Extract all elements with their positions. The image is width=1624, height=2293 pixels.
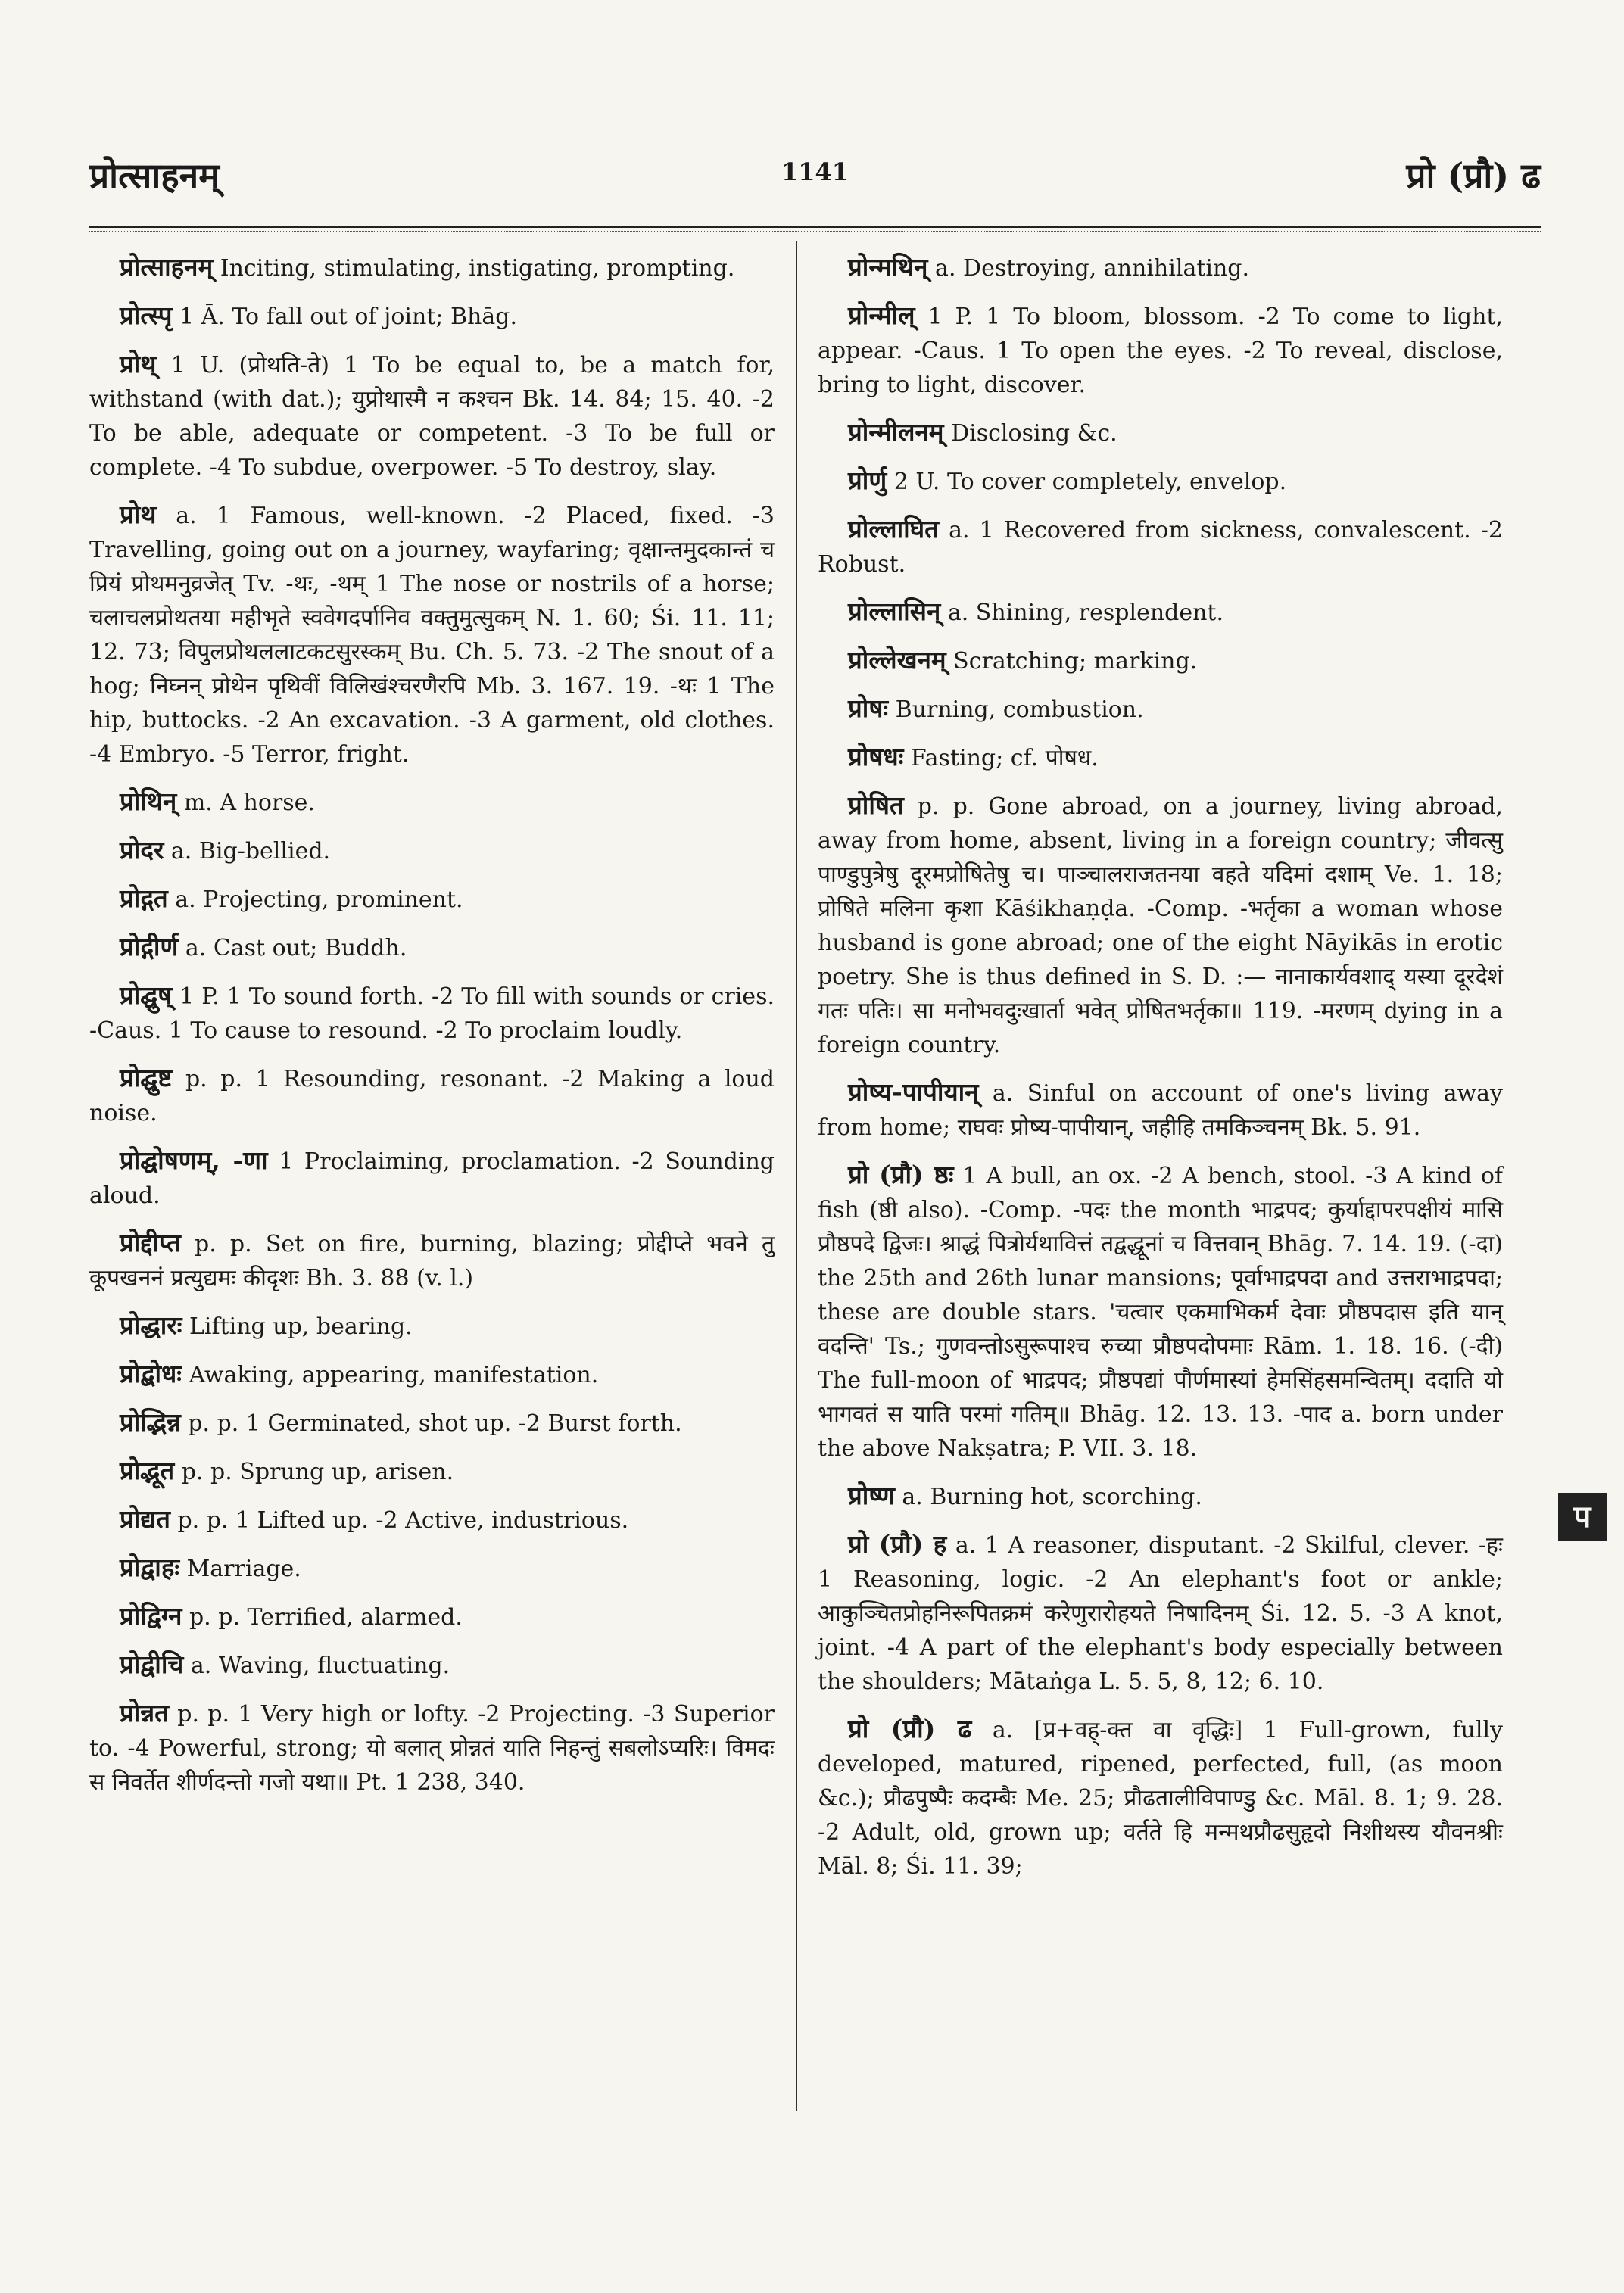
definition: a. Sinful on account of one's living away from home; राघवः प्रोष्य-पापीयान्, जहीहि तमकिञ्चनम् Bk. 5. 91. [818, 1080, 1503, 1141]
headword: प्रोर्णु [848, 466, 887, 495]
definition: Lifting up, bearing. [182, 1313, 413, 1340]
definition: p. p. Gone abroad, on a journey, living abroad, away from home, absent, living in a foreign country; जीवत्सु पाण्डुपुत्रेषु दूरमप्रोषितेषु च। पाञ्चालराजतनया वहते यदिमां दशाम् Ve. 1. 18; प्रोषिते मलिना कृशा Kāśikhaṇḍa. -Comp. -भर्तृका a woman whose husband is gone abroad; one of the eight Nāyikās in erotic poetry. She is thus defined in S. D. :— नानाकार्यवशाद् यस्या दूरदेशं गतः पतिः। सा मनोभवदुःखार्ता भवेत् प्रोषितभर्तृका॥ 119. -मरणम् dying in a foreign country. [818, 793, 1503, 1058]
right-column [818, 250, 1503, 1896]
headword: प्रोन्मीलनम् [848, 417, 944, 447]
dictionary-entry [89, 298, 775, 334]
definition: p. p. 1 Very high or lofty. -2 Projecting. -3 Superior to. -4 Powerful, strong; यो बलात् प्रोन्नतं याति निहन्तुं सबलोऽप्यरिः। विमदः स निवर्तेत शीर्णदन्तो गजो यथा॥ Pt. 1 238, 340. [89, 1701, 775, 1796]
headword: प्रोन्मथिन् [848, 252, 928, 282]
dictionary-entry [89, 497, 775, 771]
dictionary-entry [89, 347, 775, 484]
headword: प्रोद्यत [120, 1504, 170, 1534]
definition: 1 P. 1 To sound forth. -2 To fill with sounds or cries. -Caus. 1 To cause to resound. -2 To proclaim loudly. [89, 983, 775, 1044]
definition: Burning, combustion. [888, 696, 1144, 723]
definition: Marriage. [179, 1556, 301, 1582]
definition: Awaking, appearing, manifestation. [181, 1362, 599, 1388]
dictionary-entry [89, 250, 775, 285]
dictionary-entry [818, 1712, 1503, 1883]
headword: प्रोद्घोषणम्, -णा [120, 1145, 268, 1175]
headword: प्रोत्स्पृ [120, 301, 173, 330]
headword: प्रोत्साहनम् [120, 252, 214, 282]
dictionary-entry [89, 1405, 775, 1441]
dictionary-entry [89, 833, 775, 868]
dictionary-entry [818, 691, 1503, 727]
headword: प्रोद्बोधः [120, 1359, 182, 1388]
dictionary-entry [818, 788, 1503, 1062]
definition: a. [प्र+वह्-क्त वा वृद्धिः] 1 Full-grown, fully developed, matured, ripened, perfected, full, (as moon &c.); प्रौढपुष्पैः कदम्बैः Me. 25; प्रौढतालीविपाण्डु &c. Māl. 8. 1; 9. 28. -2 Adult, old, grown up; वर्तते हि मन्मथप्रौढसुहृदो निशीथस्य यौवनश्रीः Māl. 8; Śi. 11. 39; [818, 1717, 1503, 1880]
headword: प्रोषधः [848, 742, 904, 771]
dictionary-entry [89, 1308, 775, 1344]
definition: 1 A bull, an ox. -2 A bench, stool. -3 A kind of fish (ष्ठी also). -Comp. -पदः the month भाद्रपद; कुर्याद्दापरपक्षीयं मासि प्रौष्ठपदे द्विजः। श्राद्धं पित्रोर्यथावित्तं तद्वद्धूनां च वित्तवान् Bhāg. 7. 14. 19. (-दा) the 25th and 26th lunar mansions; पूर्वाभाद्रपदा and उत्तराभाद्रपदा; these are double stars. 'चत्वार एकमाभिकर्म देवाः प्रौष्ठपदास इति यान् वदन्ति' Ts.; गुणवन्तोऽसुरूपाश्च रुच्या प्रौष्ठपदोपमाः Rām. 1. 18. 16. (-दी) The full-moon of भाद्रपद; प्रौष्ठपद्यां पौर्णमास्यां हेमसिंहसमन्वितम्। ददाति यो भागवतं स याति परमां गतिम्॥ Bhāg. 12. 13. 13. -पाद a. born under the above Nakṣatra; P. VII. 3. 18. [818, 1163, 1503, 1462]
dictionary-entry [89, 1226, 775, 1295]
dictionary-entry [89, 978, 775, 1048]
header-rule [89, 226, 1541, 228]
headword: प्रोद्घुष् [120, 980, 173, 1010]
definition: a. 1 Recovered from sickness, convalescent. -2 Robust. [818, 517, 1503, 578]
dictionary-entry [818, 250, 1503, 285]
dictionary-entry [818, 643, 1503, 678]
definition: a. Big-bellied. [164, 838, 331, 865]
headword: प्रोदर [120, 835, 164, 865]
headword: प्रोथ [120, 500, 157, 529]
headword: प्रोथिन् [120, 787, 177, 816]
dictionary-entry [818, 740, 1503, 775]
definition: a. Projecting, prominent. [167, 886, 463, 913]
headword: प्रोषित [848, 790, 904, 820]
definition: a. 1 Famous, well-known. -2 Placed, fixed. -3 Travelling, going out on a journey, wayfaring; वृक्षान्तमुदकान्तं च प्रियं प्रोथमनुव्रजेत् Tv. -थः, -थम् 1 The nose or nostrils of a horse; चलाचलप्रोथतया महीभृते स्ववेगदर्पानिव वक्तुमुत्सुकम् N. 1. 60; Śi. 11. 11; 12. 73; विपुलप्रोथललाटकटसुरस्कम् Bu. Ch. 5. 73. -2 The snout of a hog; निघ्नन् प्रोथेन पृथिवीं विलिखंश्चरणैरपि Mb. 3. 167. 19. -थः 1 The hip, buttocks. -2 An excavation. -3 A garment, old clothes. -4 Embryo. -5 Terror, fright. [89, 503, 775, 768]
definition: a. Shining, resplendent. [940, 600, 1224, 626]
headword: प्रोद्विग्न [120, 1601, 182, 1631]
definition: p. p. 1 Germinated, shot up. -2 Burst forth. [180, 1410, 682, 1437]
headword: प्रोल्लाघित [848, 514, 939, 544]
definition: p. p. 1 Resounding, resonant. -2 Making a loud noise. [89, 1066, 775, 1126]
headword: प्रोद्वीचि [120, 1650, 184, 1679]
dictionary-entry [89, 1599, 775, 1634]
definition: p. p. 1 Lifted up. -2 Active, industrious. [170, 1507, 629, 1534]
definition: 1 P. 1 To bloom, blossom. -2 To come to light, appear. -Caus. 1 To open the eyes. -2 To reveal, disclose, bring to light, discover. [818, 304, 1503, 398]
dictionary-entry [89, 1061, 775, 1130]
headword: प्रोद्दीप्त [120, 1228, 181, 1257]
dictionary-entry [818, 594, 1503, 630]
definition: 1 U. (प्रोथति-ते) 1 To be equal to, be a match for, withstand (with dat.); युप्रोथास्मै न कश्चन Bk. 14. 84; 15. 40. -2 To be able, adequate or competent. -3 To be full or complete. -4 To subdue, overpower. -5 To destroy, slay. [89, 352, 775, 481]
headword: प्रोल्लासिन् [848, 597, 941, 626]
headword: प्रोन्मील् [848, 301, 915, 330]
dictionary-entry [89, 930, 775, 965]
definition: p. p. Sprung up, arisen. [174, 1459, 454, 1485]
dictionary-entry [89, 1502, 775, 1537]
definition: m. A horse. [176, 790, 315, 816]
dictionary-entry [89, 1357, 775, 1392]
column-divider [796, 241, 797, 2111]
dictionary-entry [89, 881, 775, 917]
headword: प्रो (प्रौ) ष्ठः [848, 1160, 954, 1189]
dictionary-entry [818, 512, 1503, 581]
definition: p. p. Terrified, alarmed. [182, 1604, 463, 1631]
dictionary-entry [89, 1550, 775, 1586]
definition: 2 U. To cover completely, envelop. [887, 469, 1287, 495]
header-right-word: प्रो (प्रौ) ढ [1406, 155, 1541, 196]
dictionary-entry [818, 415, 1503, 450]
definition: Scratching; marking. [946, 648, 1198, 675]
thumb-index-tab: प [1558, 1493, 1607, 1541]
headword: प्रोद्गत [120, 883, 168, 913]
dictionary-entry [89, 1647, 775, 1683]
headword: प्रोष्ण [848, 1481, 895, 1510]
definition: Disclosing &c. [943, 420, 1117, 447]
page-header [89, 151, 1541, 212]
dictionary-entry [818, 463, 1503, 499]
headword: प्रोष्य-पापीयान् [848, 1077, 979, 1107]
headword: प्रोद्गीर्ण [120, 932, 179, 961]
headword: प्रोद्भूत [120, 1456, 175, 1485]
headword: प्रोद्घुष्ट [120, 1063, 173, 1092]
definition: a. Cast out; Buddh. [178, 935, 407, 961]
dictionary-entry [89, 1696, 775, 1799]
dictionary-entry [818, 1157, 1503, 1466]
headword: प्रोल्लेखनम् [848, 645, 946, 675]
definition: 1 Proclaiming, proclamation. -2 Sounding aloud. [89, 1148, 775, 1209]
dictionary-entry [818, 1478, 1503, 1514]
headword: प्रोद्वाहः [120, 1553, 180, 1582]
definition: a. Burning hot, scorching. [894, 1484, 1202, 1510]
dictionary-entry [89, 784, 775, 820]
headword: प्रोन्नत [120, 1698, 169, 1728]
definition: p. p. Set on fire, burning, blazing; प्रोद्दीप्ते भवने तु कूपखननं प्रत्युद्यमः कीदृशः Bh. 3. 88 (v. l.) [89, 1231, 775, 1291]
left-column [89, 250, 775, 1812]
headword: प्रोषः [848, 693, 889, 723]
headword: प्रो (प्रौ) ढ [848, 1714, 972, 1743]
definition: 1 Ā. To fall out of joint; Bhāg. [172, 304, 518, 330]
definition: a. 1 A reasoner, disputant. -2 Skilful, clever. -हः 1 Reasoning, logic. -2 An elephant's foot or ankle; आकुञ्चितप्रोहनिरूपितक्रमं करेणुरारोहयते निषादिनम् Śi. 12. 5. -3 A knot, joint. -4 A part of the elephant's body especially between the shoulders; Mātaṅga L. 5. 5, 8, 12; 6. 10. [818, 1532, 1503, 1695]
definition: a. Destroying, annihilating. [927, 255, 1250, 282]
headword: प्रो (प्रौ) ह [848, 1529, 947, 1559]
definition: Fasting; cf. पोषध. [903, 745, 1099, 771]
dictionary-entry [89, 1143, 775, 1213]
definition: Inciting, stimulating, instigating, prompting. [213, 255, 735, 282]
definition: a. Waving, fluctuating. [183, 1653, 450, 1679]
dictionary-entry [89, 1453, 775, 1489]
header-rule-dotted [89, 231, 1541, 232]
headword: प्रोथ् [120, 349, 157, 379]
headword: प्रोद्भिन्न [120, 1407, 181, 1437]
dictionary-entry [818, 298, 1503, 402]
headword: प्रोद्धारः [120, 1310, 182, 1340]
page-number: 1141 [781, 157, 849, 186]
dictionary-entry [818, 1527, 1503, 1699]
header-left-word: प्रोत्साहनम् [89, 155, 220, 196]
dictionary-entry [818, 1075, 1503, 1145]
